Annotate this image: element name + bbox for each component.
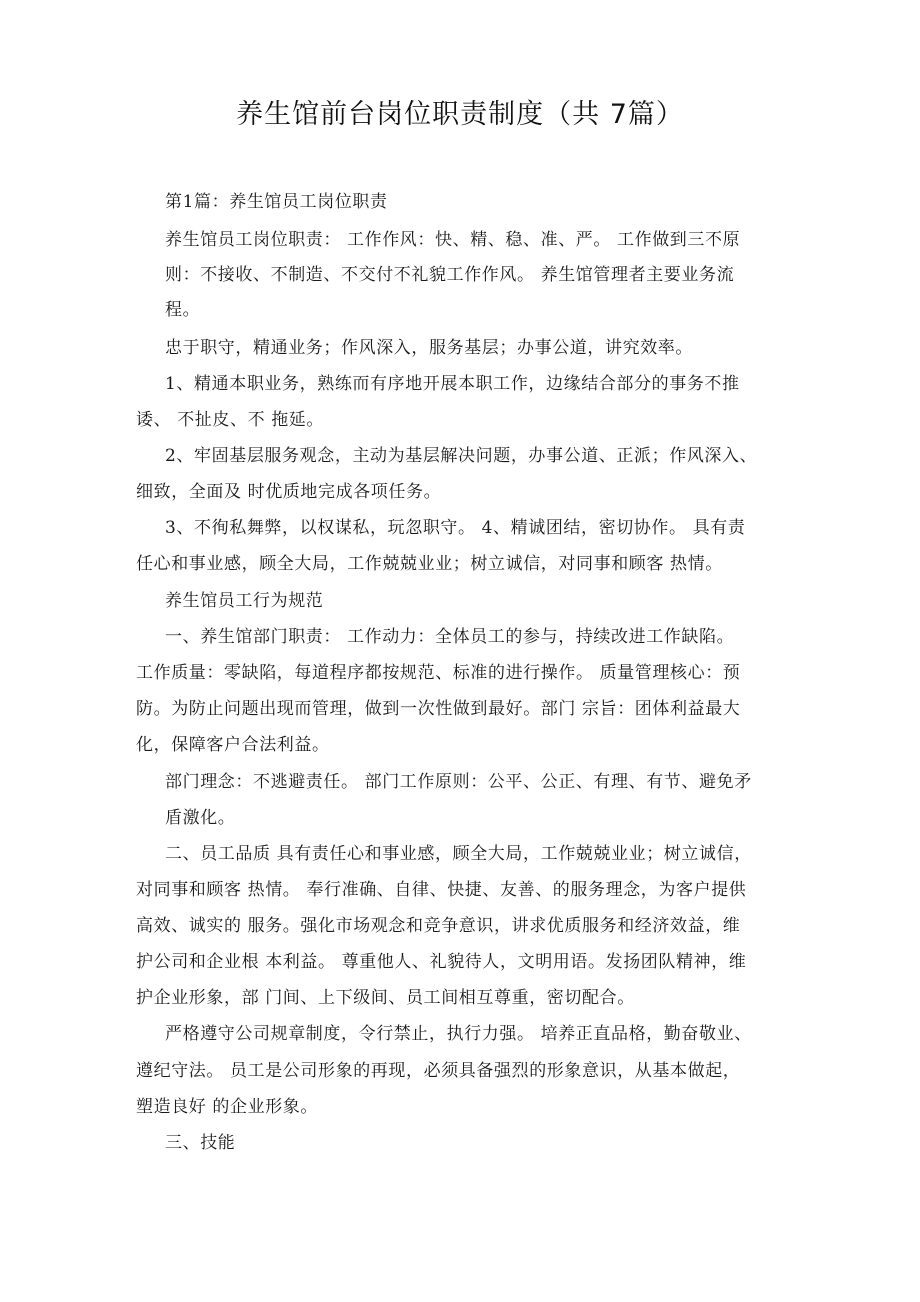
paragraph-line: 遵纪守法。 员工是公司形象的再现，必须具备强烈的形象意识，从基本做起， xyxy=(136,1061,741,1081)
paragraph-line: 护公司和企业根 本利益。 尊重他人、礼貌待人，文明用语。发扬团队精神，维 xyxy=(136,952,747,972)
paragraph-line: 化，保障客户合法利益。 xyxy=(136,735,330,755)
paragraph-line: 第1篇：养生馆员工岗位职责 xyxy=(165,192,388,212)
paragraph-line: 三、技能 xyxy=(165,1133,236,1153)
paragraph-line: 忠于职守，精通业务；作风深入，服务基层；办事公道，讲究效率。 xyxy=(165,338,693,358)
paragraph-line: 任心和事业感，顾全大局，工作兢兢业业；树立诚信，对同事和顾客 热情。 xyxy=(136,554,723,574)
paragraph-line: 盾激化。 xyxy=(165,808,236,828)
paragraph-line: 二、员工品质 具有责任心和事业感，顾全大局，工作兢兢业业；树立诚信， xyxy=(165,844,752,864)
paragraph-line: 塑造良好 的企业形象。 xyxy=(136,1097,319,1117)
paragraph-line: 防。为防止问题出现而管理，做到一次性做到最好。部门 宗旨：团体利益最大 xyxy=(136,699,741,719)
paragraph-line: 1、精通本职业务，熟练而有序地开展本职工作，边缘结合部分的事务不推 xyxy=(165,374,740,394)
paragraph-line: 工作质量：零缺陷，每道程序都按规范、标准的进行操作。 质量管理核心：预 xyxy=(136,663,741,683)
paragraph-line: 养生馆员工岗位职责： 工作作风：快、精、稳、准、严。 工作做到三不原 xyxy=(165,230,741,250)
paragraph-line: 3、不徇私舞弊，以权谋私，玩忽职守。 4、精诚团结，密切协作。 具有责 xyxy=(165,518,746,538)
paragraph-line: 一、养生馆部门职责： 工作动力：全体员工的参与，持续改进工作缺陷。 xyxy=(165,627,735,647)
paragraph-line: 诿、 不扯皮、不 拖延。 xyxy=(136,410,325,430)
paragraph-line: 细致，全面及 时优质地完成各项任务。 xyxy=(136,482,442,502)
paragraph-line: 高效、诚实的 服务。强化市场观念和竞争意识，讲求优质服务和经济效益，维 xyxy=(136,916,741,936)
paragraph-line: 部门理念：不逃避责任。 部门工作原则：公平、公正、有理、有节、避免矛 xyxy=(165,772,752,792)
paragraph-line: 护企业形象，部 门间、上下级间、员工间相互尊重，密切配合。 xyxy=(136,988,635,1008)
paragraph-line: 严格遵守公司规章制度，令行禁止，执行力强。 培养正直品格，勤奋敬业、 xyxy=(165,1024,752,1044)
paragraph-line: 则：不接收、不制造、不交付不礼貌工作作风。 养生馆管理者主要业务流 xyxy=(165,265,735,285)
paragraph-line: 养生馆员工行为规范 xyxy=(165,591,324,611)
document-title: 养生馆前台岗位职责制度（共 7篇） xyxy=(236,99,684,130)
paragraph-line: 程。 xyxy=(165,300,201,320)
paragraph-line: 对同事和顾客 热情。 奉行准确、自律、快捷、友善、的服务理念，为客户提供 xyxy=(136,880,747,900)
paragraph-line: 2、牢固基层服务观念，主动为基层解决问题，办事公道、正派；作风深入、 xyxy=(165,446,758,466)
